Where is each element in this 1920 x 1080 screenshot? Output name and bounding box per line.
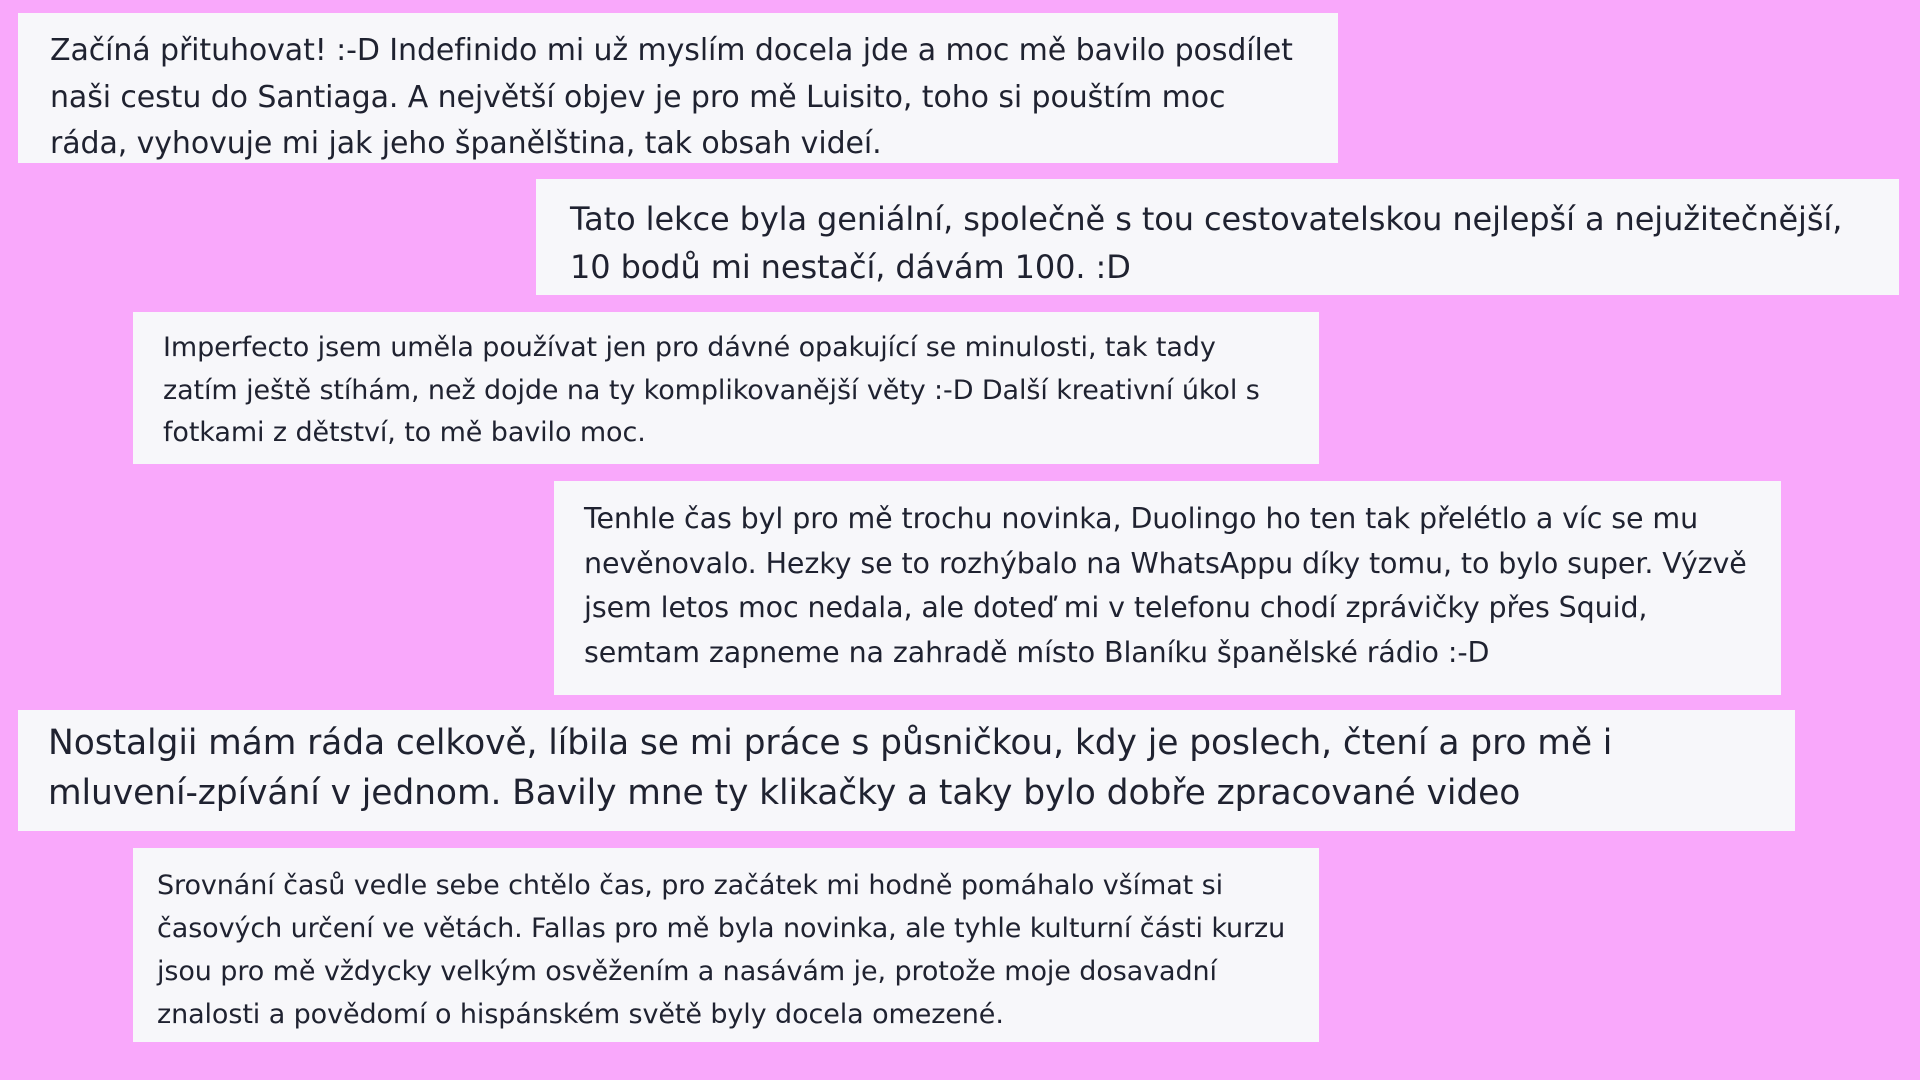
comment-text: Tenhle čas byl pro mě trochu novinka, Duolingo ho ten tak přelétlo a víc se mu nevěnovalo. Hezky se to rozhýbalo na WhatsAppu díky tomu, to bylo super. Výzvě jsem letos moc nedala, ale doteď mi v telefonu chodí zprávičky přes Squid, semtam zapneme na zahradě místo Blaníku španělské rádio :-D (584, 502, 1747, 669)
comment-text: Začíná přituhovat! :-D Indefinido mi už myslím docela jde a moc mě bavilo posdílet naši cestu do Santiaga. A největší objev je pro mě Luisito, toho si pouštím moc ráda, vyhovuje mi jak jeho španělština, tak obsah videí. (50, 33, 1293, 161)
comment-text: Srovnání časů vedle sebe chtělo čas, pro začátek mi hodně pomáhalo všímat si časových určení ve větách. Fallas pro mě byla novinka, ale tyhle kulturní části kurzu jsou pro mě vždycky velkým osvěžením a nasávám je, protože moje dosavadní znalosti a povědomí o hispánském světě byly docela omezené. (157, 870, 1286, 1030)
comment-text: Nostalgii mám ráda celkově, líbila se mi práce s půsničkou, kdy je poslech, čtení a pro mě i mluvení-zpívání v jednom. Bavily mne ty klikačky a taky bylo dobře zpracované video (48, 723, 1613, 813)
comment-card (18, 710, 1795, 831)
comment-card (133, 848, 1319, 1042)
comment-card (18, 13, 1338, 163)
comment-card (536, 179, 1899, 295)
comment-text: Imperfecto jsem uměla používat jen pro dávné opakující se minulosti, tak tady zatím ještě stíhám, než dojde na ty komplikovanější věty :-D Další kreativní úkol s fotkami z dětství, to mě bavilo moc. (163, 332, 1260, 448)
comment-card (554, 481, 1781, 695)
comment-card (133, 312, 1319, 464)
comment-text: Tato lekce byla geniální, společně s tou cestovatelskou nejlepší a nejužitečnější, 10 bodů mi nestačí, dávám 100. :D (570, 200, 1843, 286)
